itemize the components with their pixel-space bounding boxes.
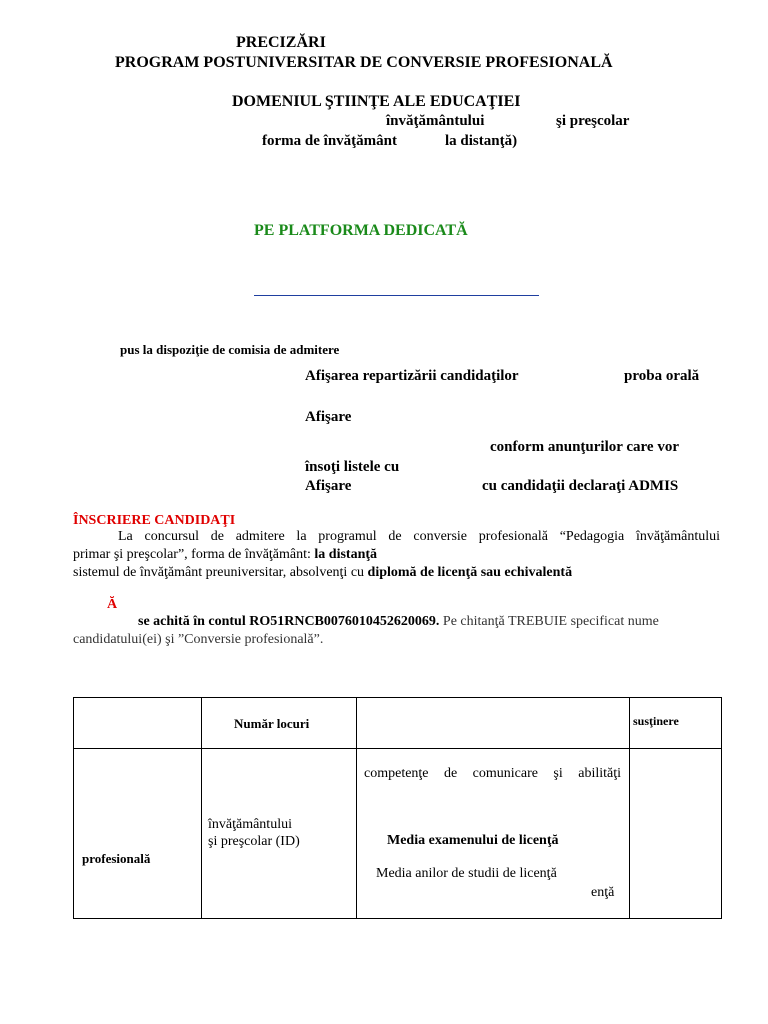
specialization-line-2: şi preşcolar (ID) — [208, 834, 300, 849]
oral-label: proba orală — [624, 368, 700, 384]
fee-line-2: candidatului(ei) şi ”Conversie profesională”. — [73, 632, 324, 647]
registration-line-3 — [73, 565, 572, 581]
table-header-row — [74, 698, 722, 749]
fee-marker: Ă — [107, 597, 118, 612]
program-name: profesională — [82, 851, 151, 866]
table-cell-criteria — [357, 749, 630, 919]
support-header: susţinere — [633, 714, 679, 728]
table-cell-specialization — [202, 749, 357, 919]
afisare-label-2: Afişare — [305, 478, 352, 494]
criteria-license-exam: Media examenului de licenţă — [387, 833, 559, 848]
subtitle-forma: forma de învăţământ — [262, 133, 397, 149]
criteria-fragment: enţă — [591, 885, 615, 900]
table-header-cell-3 — [357, 698, 630, 749]
afisare-label-1: Afişare — [305, 409, 352, 425]
criteria-license-average: Media anilor de studii de licenţă — [376, 866, 557, 881]
registration-diploma: diplomă de licenţă sau echivalentă — [367, 565, 573, 580]
table-cell-support — [630, 749, 722, 919]
registration-line-1: La concursul de admitere la programul de conversie profesională “Pedagogia învăţământului — [118, 529, 720, 544]
table-cell-program — [74, 749, 202, 919]
fee-line-1 — [138, 614, 659, 630]
title-precizari: PRECIZĂRI — [236, 34, 326, 51]
conform-label: conform anunţurilor care vor — [490, 439, 680, 455]
fee-account: se achită în contul RO51RNCB0076010452620069. — [138, 614, 440, 629]
platform-title: PE PLATFORMA DEDICATĂ — [254, 222, 468, 239]
registration-line-2 — [73, 547, 377, 563]
table-header-cell-1 — [74, 698, 202, 749]
table-header-cell-2 — [202, 698, 357, 749]
registration-distance-mode: la distanţă — [314, 547, 378, 562]
fee-note: Pe chitanţă TREBUIE specificat nume — [442, 614, 659, 629]
table-header-cell-4 — [630, 698, 722, 749]
subtitle-distanta: la distanţă) — [445, 133, 518, 149]
repartition-label: Afişarea repartizării candidaţilor — [305, 368, 519, 384]
subtitle-invatamant: învăţământului — [386, 113, 485, 129]
commission-note: pus la dispoziţie de comisia de admitere — [120, 342, 340, 357]
criteria-communication: competenţe de comunicare şi abilităţi — [364, 766, 621, 781]
places-header: Număr locuri — [234, 716, 310, 731]
registration-heading: ÎNSCRIERE CANDIDAŢI — [73, 513, 236, 528]
subtitle-prescolar: şi preşcolar — [556, 113, 630, 129]
admission-table — [73, 697, 722, 919]
insoti-label: însoţi listele cu — [305, 459, 400, 475]
blank-link-line — [254, 295, 539, 296]
specialization-line-1: învăţământului — [208, 817, 292, 832]
table-row — [74, 749, 722, 919]
title-domeniu: DOMENIUL ŞTIINŢE ALE EDUCAŢIEI — [232, 93, 521, 110]
title-program: PROGRAM POSTUNIVERSITAR DE CONVERSIE PROFESIONALĂ — [115, 54, 613, 71]
registration-line-3-text: sistemul de învăţământ preuniversitar, absolvenţi cu — [73, 565, 365, 580]
admis-label: cu candidaţii declaraţi ADMIS — [482, 478, 679, 494]
registration-line-2-text: primar şi preşcolar”, forma de învăţământ: — [73, 547, 311, 562]
